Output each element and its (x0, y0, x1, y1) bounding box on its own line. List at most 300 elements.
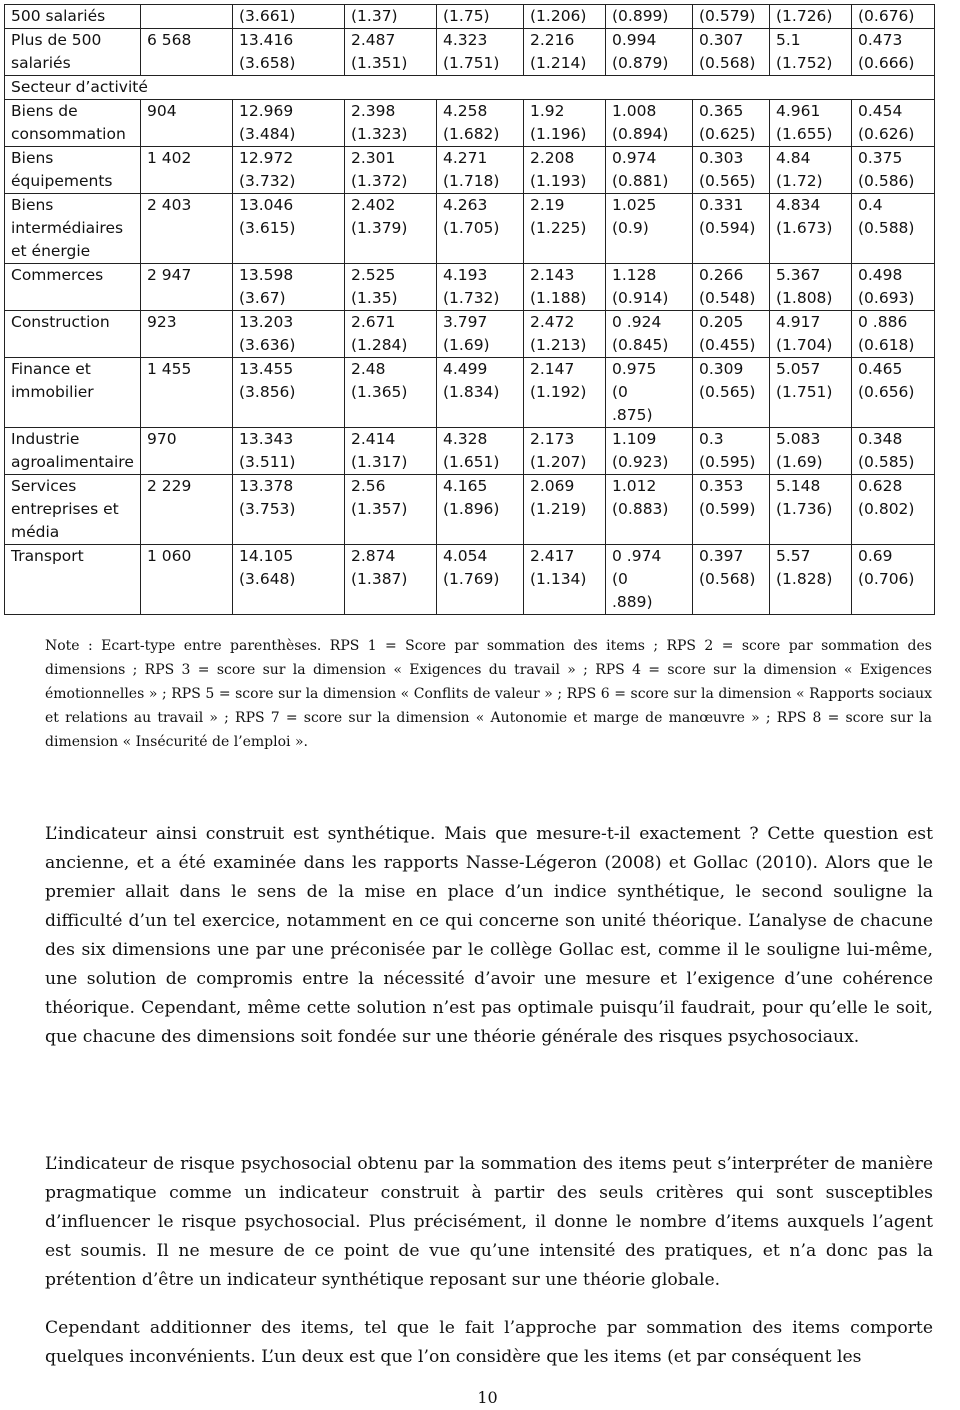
std-deviation-value: (1.219) (530, 500, 587, 518)
value-cell (693, 147, 770, 194)
value-cell (437, 194, 524, 264)
value-cell (606, 428, 693, 475)
mean-value: 13.455 (239, 360, 294, 378)
mean-value: 0.3 (699, 430, 724, 448)
std-deviation-value: (1.372) (351, 172, 408, 190)
mean-value: 14.105 (239, 547, 294, 565)
std-deviation-value: (0.676) (858, 7, 915, 25)
mean-value: 4.499 (443, 360, 488, 378)
value-cell (233, 5, 345, 29)
value-cell (524, 194, 606, 264)
value-cell (345, 428, 437, 475)
row-label-cell: Plus de 500 salariés (5, 29, 141, 76)
value-cell (852, 358, 935, 428)
mean-value: 0.974 (612, 149, 657, 167)
mean-value: 13.046 (239, 196, 294, 214)
std-deviation-value: (1.808) (776, 289, 833, 307)
std-deviation-value: (1.35) (351, 289, 398, 307)
std-deviation-value: (0.894) (612, 125, 669, 143)
std-deviation-value: (0.881) (612, 172, 669, 190)
value-cell (606, 264, 693, 311)
value-cell (437, 428, 524, 475)
mean-value: 0.498 (858, 266, 903, 284)
row-count-cell: 2 403 (141, 194, 233, 264)
row-count-cell (141, 5, 233, 29)
mean-value: 5.083 (776, 430, 821, 448)
std-deviation-value: (1.323) (351, 125, 408, 143)
table-row (5, 100, 935, 147)
mean-value: 4.917 (776, 313, 821, 331)
row-label-cell: Biens de consommation (5, 100, 141, 147)
std-deviation-value: (0.586) (858, 172, 915, 190)
mean-value: 4.263 (443, 196, 488, 214)
value-cell (437, 264, 524, 311)
value-cell (852, 545, 935, 615)
std-deviation-value: (1.134) (530, 570, 587, 588)
std-deviation-value: (0.899) (612, 7, 669, 25)
mean-value: 2.143 (530, 266, 575, 284)
std-deviation-value: (3.67) (239, 289, 286, 307)
value-cell (345, 475, 437, 545)
std-deviation-value: (0.9) (612, 219, 649, 237)
value-cell (524, 545, 606, 615)
value-cell (852, 311, 935, 358)
value-cell (233, 147, 345, 194)
value-cell (606, 358, 693, 428)
value-cell (606, 5, 693, 29)
value-cell (693, 5, 770, 29)
mean-value: 0.375 (858, 149, 903, 167)
std-deviation-value: (3.856) (239, 383, 296, 401)
row-count-cell: 904 (141, 100, 233, 147)
table-row (5, 475, 935, 545)
value-cell (233, 311, 345, 358)
mean-value: 2.208 (530, 149, 575, 167)
std-deviation-value: (0.568) (699, 54, 756, 72)
mean-value: 0.994 (612, 31, 657, 49)
mean-value: 1.012 (612, 477, 657, 495)
value-cell (770, 147, 852, 194)
value-cell (524, 147, 606, 194)
mean-value: 0.454 (858, 102, 903, 120)
row-label-cell: Transport (5, 545, 141, 615)
paragraph-indicator-synthetic: L’indicateur ainsi construit est synthétique. Mais que mesure-t-il exactement ? Cette question est ancienne, et a été examinée dans les rapports Nasse-Légeron (2008) et Gollac (2010). Alors que le premier allait dans le sens de la mise en place d’un indice synthétique, le second souligne la difficulté d’un tel exercice, notamment en ce qui concerne son unité théorique. L’analyse de chacune des six dimensions une par une préconisée par le collège Gollac est, comme il le souligne lui-même, une solution de compromis entre la nécessité d’avoir une mesure et l’exigence d’une cohérence théorique. Cependant, même cette solution n’est pas optimale puisqu’il faudrait, pour qu’elle le soit, que chacune des dimensions soit fondée sur une théorie générale des risques psychosociaux. (45, 824, 933, 1047)
value-cell (437, 100, 524, 147)
mean-value: 4.054 (443, 547, 488, 565)
value-cell (524, 428, 606, 475)
mean-value: 2.671 (351, 313, 396, 331)
value-cell (693, 194, 770, 264)
std-deviation-value: (0.595) (699, 453, 756, 471)
std-deviation-value: (1.213) (530, 336, 587, 354)
std-deviation-value: (1.726) (776, 7, 833, 25)
value-cell (770, 545, 852, 615)
value-cell (770, 29, 852, 76)
std-deviation-value: (0 (612, 570, 628, 588)
std-deviation-value: (1.317) (351, 453, 408, 471)
value-cell (233, 358, 345, 428)
mean-value: 2.398 (351, 102, 396, 120)
std-deviation-value: (1.214) (530, 54, 587, 72)
mean-value: 1.128 (612, 266, 657, 284)
std-deviation-value: (0.693) (858, 289, 915, 307)
value-cell (693, 358, 770, 428)
value-cell (606, 100, 693, 147)
mean-value: 4.271 (443, 149, 488, 167)
value-cell (770, 428, 852, 475)
mean-value: 4.165 (443, 477, 488, 495)
table-section-row (5, 76, 935, 100)
row-count-cell: 6 568 (141, 29, 233, 76)
paragraph-indicator-pragmatic: L’indicateur de risque psychosocial obtenu par la sommation des items peut s’interpréter de manière pragmatique comme un indicateur construit à partir des seuls critères qui sont susceptibles d’influencer le risque psychosocial. Plus précisément, il donne le nombre d’items auxquels l’agent est soumis. Il ne mesure de ce point de vue qu’une intensité des pratiques, et n’a donc pas la prétention d’être un indicateur synthétique reposant sur une théorie globale. (45, 1154, 933, 1290)
value-cell (693, 545, 770, 615)
row-count-cell: 2 947 (141, 264, 233, 311)
mean-value: 0.303 (699, 149, 744, 167)
std-deviation-value: (1.732) (443, 289, 500, 307)
value-cell (606, 545, 693, 615)
value-cell (852, 100, 935, 147)
value-cell (345, 311, 437, 358)
mean-value: 2.216 (530, 31, 575, 49)
std-deviation-value: (0.802) (858, 500, 915, 518)
std-deviation-value: (1.751) (443, 54, 500, 72)
value-cell (345, 545, 437, 615)
std-deviation-value: (1.193) (530, 172, 587, 190)
std-deviation-value: (1.655) (776, 125, 833, 143)
std-deviation-value: (1.834) (443, 383, 500, 401)
mean-value: 2.487 (351, 31, 396, 49)
std-deviation-value: (0.879) (612, 54, 669, 72)
table-row (5, 545, 935, 615)
std-deviation-value: (0.656) (858, 383, 915, 401)
std-deviation-value: (1.387) (351, 570, 408, 588)
value-cell (606, 147, 693, 194)
std-deviation-value: (1.351) (351, 54, 408, 72)
std-deviation-value: (1.196) (530, 125, 587, 143)
section-heading-cell: Secteur d’activité (5, 76, 935, 100)
mean-value: 2.147 (530, 360, 575, 378)
mean-value: 4.323 (443, 31, 488, 49)
mean-value: 13.203 (239, 313, 294, 331)
std-deviation-value: (0.666) (858, 54, 915, 72)
value-cell (345, 358, 437, 428)
mean-value: 2.417 (530, 547, 575, 565)
std-deviation-value: (0.585) (858, 453, 915, 471)
std-deviation-value: (0.565) (699, 172, 756, 190)
value-cell (524, 475, 606, 545)
mean-value: 1.025 (612, 196, 657, 214)
mean-value: 2.525 (351, 266, 396, 284)
value-cell (524, 5, 606, 29)
value-cell (770, 100, 852, 147)
mean-value: 0.266 (699, 266, 744, 284)
std-deviation-value: (1.736) (776, 500, 833, 518)
std-deviation-value: (1.682) (443, 125, 500, 143)
value-cell (345, 264, 437, 311)
value-cell (437, 29, 524, 76)
value-cell (233, 194, 345, 264)
std-deviation-value: (0.914) (612, 289, 669, 307)
mean-value: 4.258 (443, 102, 488, 120)
mean-value: 0 .924 (612, 313, 662, 331)
value-cell (524, 29, 606, 76)
table-row (5, 311, 935, 358)
std-deviation-value: (3.753) (239, 500, 296, 518)
std-deviation-value: (1.896) (443, 500, 500, 518)
mean-value: 13.416 (239, 31, 294, 49)
value-cell (693, 428, 770, 475)
std-deviation-value: (0.579) (699, 7, 756, 25)
page-number: 10 (477, 1388, 498, 1407)
value-cell (852, 264, 935, 311)
mean-value: 1.109 (612, 430, 657, 448)
std-deviation-value: .875) (612, 406, 653, 424)
mean-value: 0 .974 (612, 547, 662, 565)
row-label-cell: Industrie agroalimentaire (5, 428, 141, 475)
std-deviation-value: (1.69) (443, 336, 490, 354)
mean-value: 5.367 (776, 266, 821, 284)
std-deviation-value: (1.751) (776, 383, 833, 401)
table-row (5, 194, 935, 264)
mean-value: 5.057 (776, 360, 821, 378)
value-cell (524, 311, 606, 358)
std-deviation-value: (3.511) (239, 453, 296, 471)
std-deviation-value: (1.188) (530, 289, 587, 307)
std-deviation-value: (1.718) (443, 172, 500, 190)
std-deviation-value: (1.225) (530, 219, 587, 237)
mean-value: 2.414 (351, 430, 396, 448)
table-row (5, 5, 935, 29)
row-count-cell: 2 229 (141, 475, 233, 545)
value-cell (524, 358, 606, 428)
mean-value: 2.48 (351, 360, 386, 378)
value-cell (233, 29, 345, 76)
value-cell (693, 475, 770, 545)
value-cell (693, 100, 770, 147)
row-label-cell: Biens intermédiaires et énergie (5, 194, 141, 264)
mean-value: 12.972 (239, 149, 294, 167)
value-cell (852, 475, 935, 545)
rps-statistics-table (4, 4, 935, 615)
std-deviation-value: (0 (612, 383, 628, 401)
mean-value: 0.331 (699, 196, 744, 214)
mean-value: 2.069 (530, 477, 575, 495)
mean-value: 3.797 (443, 313, 488, 331)
std-deviation-value: (3.636) (239, 336, 296, 354)
value-cell (437, 311, 524, 358)
row-count-cell: 923 (141, 311, 233, 358)
mean-value: 0.309 (699, 360, 744, 378)
std-deviation-value: (1.192) (530, 383, 587, 401)
std-deviation-value: (3.484) (239, 125, 296, 143)
std-deviation-value: (0.626) (858, 125, 915, 143)
mean-value: 4.328 (443, 430, 488, 448)
value-cell (345, 194, 437, 264)
mean-value: 5.1 (776, 31, 801, 49)
std-deviation-value: (0.883) (612, 500, 669, 518)
std-deviation-value: (1.828) (776, 570, 833, 588)
mean-value: 4.961 (776, 102, 821, 120)
mean-value: 4.193 (443, 266, 488, 284)
table-note: Note : Ecart-type entre parenthèses. RPS 1 = Score par sommation des items ; RPS 2 = score par sommation des dimensions ; RPS 3 = score sur la dimension « Exigences du travail » ; RPS 4 = score sur la dimension « Exigences émotionnelles » ; RPS 5 = score sur la dimension « Conflits de valeur » ; RPS 6 = score sur la dimension « Rapports sociaux et relations au travail » ; RPS 7 = score sur la dimension « Autonomie et marge de manœuvre » ; RPS 8 = score sur la dimension « Insécurité de l’emploi ». (45, 638, 932, 750)
value-cell (606, 475, 693, 545)
value-cell (606, 29, 693, 76)
mean-value: 0.628 (858, 477, 903, 495)
mean-value: 0.397 (699, 547, 744, 565)
std-deviation-value: (0.923) (612, 453, 669, 471)
table-body (5, 5, 935, 615)
std-deviation-value: (0.594) (699, 219, 756, 237)
value-cell (770, 194, 852, 264)
mean-value: 5.57 (776, 547, 811, 565)
value-cell (345, 29, 437, 76)
std-deviation-value: (0.845) (612, 336, 669, 354)
std-deviation-value: (1.72) (776, 172, 823, 190)
mean-value: 0.307 (699, 31, 744, 49)
mean-value: 1.92 (530, 102, 565, 120)
std-deviation-value: (0.599) (699, 500, 756, 518)
std-deviation-value: (1.752) (776, 54, 833, 72)
value-cell (345, 100, 437, 147)
row-count-cell: 1 060 (141, 545, 233, 615)
mean-value: 2.19 (530, 196, 565, 214)
value-cell (437, 147, 524, 194)
std-deviation-value: (0.625) (699, 125, 756, 143)
row-label-cell: Biens équipements (5, 147, 141, 194)
std-deviation-value: (3.661) (239, 7, 296, 25)
std-deviation-value: (1.207) (530, 453, 587, 471)
mean-value: 12.969 (239, 102, 294, 120)
std-deviation-value: (3.658) (239, 54, 296, 72)
std-deviation-value: (0.618) (858, 336, 915, 354)
mean-value: 0.353 (699, 477, 744, 495)
value-cell (233, 475, 345, 545)
table-row (5, 428, 935, 475)
value-cell (437, 475, 524, 545)
value-cell (770, 311, 852, 358)
std-deviation-value: (0.565) (699, 383, 756, 401)
row-label-cell: Finance et immobilier (5, 358, 141, 428)
mean-value: 2.301 (351, 149, 396, 167)
value-cell (770, 475, 852, 545)
mean-value: 2.173 (530, 430, 575, 448)
std-deviation-value: (1.357) (351, 500, 408, 518)
std-deviation-value: (3.732) (239, 172, 296, 190)
value-cell (345, 147, 437, 194)
table-row (5, 264, 935, 311)
mean-value: 0.205 (699, 313, 744, 331)
std-deviation-value: (1.75) (443, 7, 490, 25)
mean-value: 4.84 (776, 149, 811, 167)
std-deviation-value: (1.379) (351, 219, 408, 237)
value-cell (437, 5, 524, 29)
value-cell (437, 358, 524, 428)
std-deviation-value: (1.69) (776, 453, 823, 471)
std-deviation-value: (3.615) (239, 219, 296, 237)
mean-value: 5.148 (776, 477, 821, 495)
table-row (5, 358, 935, 428)
mean-value: 13.343 (239, 430, 294, 448)
row-count-cell: 970 (141, 428, 233, 475)
std-deviation-value: (1.705) (443, 219, 500, 237)
table-row (5, 29, 935, 76)
table-row (5, 147, 935, 194)
std-deviation-value: (1.673) (776, 219, 833, 237)
value-cell (437, 545, 524, 615)
std-deviation-value: (1.365) (351, 383, 408, 401)
value-cell (233, 545, 345, 615)
value-cell (852, 5, 935, 29)
value-cell (693, 311, 770, 358)
std-deviation-value: (1.206) (530, 7, 587, 25)
mean-value: 13.378 (239, 477, 294, 495)
mean-value: 0.465 (858, 360, 903, 378)
std-deviation-value: (0.455) (699, 336, 756, 354)
value-cell (606, 311, 693, 358)
mean-value: 0 .886 (858, 313, 908, 331)
value-cell (770, 5, 852, 29)
value-cell (852, 428, 935, 475)
mean-value: 13.598 (239, 266, 294, 284)
value-cell (852, 29, 935, 76)
std-deviation-value: (1.37) (351, 7, 398, 25)
value-cell (852, 147, 935, 194)
mean-value: 2.472 (530, 313, 575, 331)
mean-value: 0.975 (612, 360, 657, 378)
mean-value: 0.348 (858, 430, 903, 448)
value-cell (770, 358, 852, 428)
mean-value: 1.008 (612, 102, 657, 120)
std-deviation-value: (0.568) (699, 570, 756, 588)
value-cell (233, 100, 345, 147)
value-cell (852, 194, 935, 264)
mean-value: 2.874 (351, 547, 396, 565)
value-cell (693, 29, 770, 76)
mean-value: 2.402 (351, 196, 396, 214)
row-label-cell: 500 salariés (5, 5, 141, 29)
value-cell (770, 264, 852, 311)
mean-value: 0.365 (699, 102, 744, 120)
value-cell (233, 428, 345, 475)
std-deviation-value: (1.651) (443, 453, 500, 471)
std-deviation-value: .889) (612, 593, 653, 611)
mean-value: 0.4 (858, 196, 883, 214)
paragraph-summation-drawbacks: Cependant additionner des items, tel que le fait l’approche par sommation des items comporte quelques inconvénients. L’un deux est que l’on considère que les items (et par conséquent les (45, 1318, 933, 1367)
row-label-cell: Commerces (5, 264, 141, 311)
value-cell (606, 194, 693, 264)
mean-value: 4.834 (776, 196, 821, 214)
value-cell (693, 264, 770, 311)
mean-value: 0.473 (858, 31, 903, 49)
value-cell (345, 5, 437, 29)
std-deviation-value: (3.648) (239, 570, 296, 588)
mean-value: 0.69 (858, 547, 893, 565)
value-cell (233, 264, 345, 311)
value-cell (524, 264, 606, 311)
mean-value: 2.56 (351, 477, 386, 495)
std-deviation-value: (0.706) (858, 570, 915, 588)
std-deviation-value: (1.704) (776, 336, 833, 354)
std-deviation-value: (1.769) (443, 570, 500, 588)
row-label-cell: Services entreprises et média (5, 475, 141, 545)
std-deviation-value: (0.548) (699, 289, 756, 307)
value-cell (524, 100, 606, 147)
std-deviation-value: (1.284) (351, 336, 408, 354)
std-deviation-value: (0.588) (858, 219, 915, 237)
row-count-cell: 1 402 (141, 147, 233, 194)
row-count-cell: 1 455 (141, 358, 233, 428)
row-label-cell: Construction (5, 311, 141, 358)
